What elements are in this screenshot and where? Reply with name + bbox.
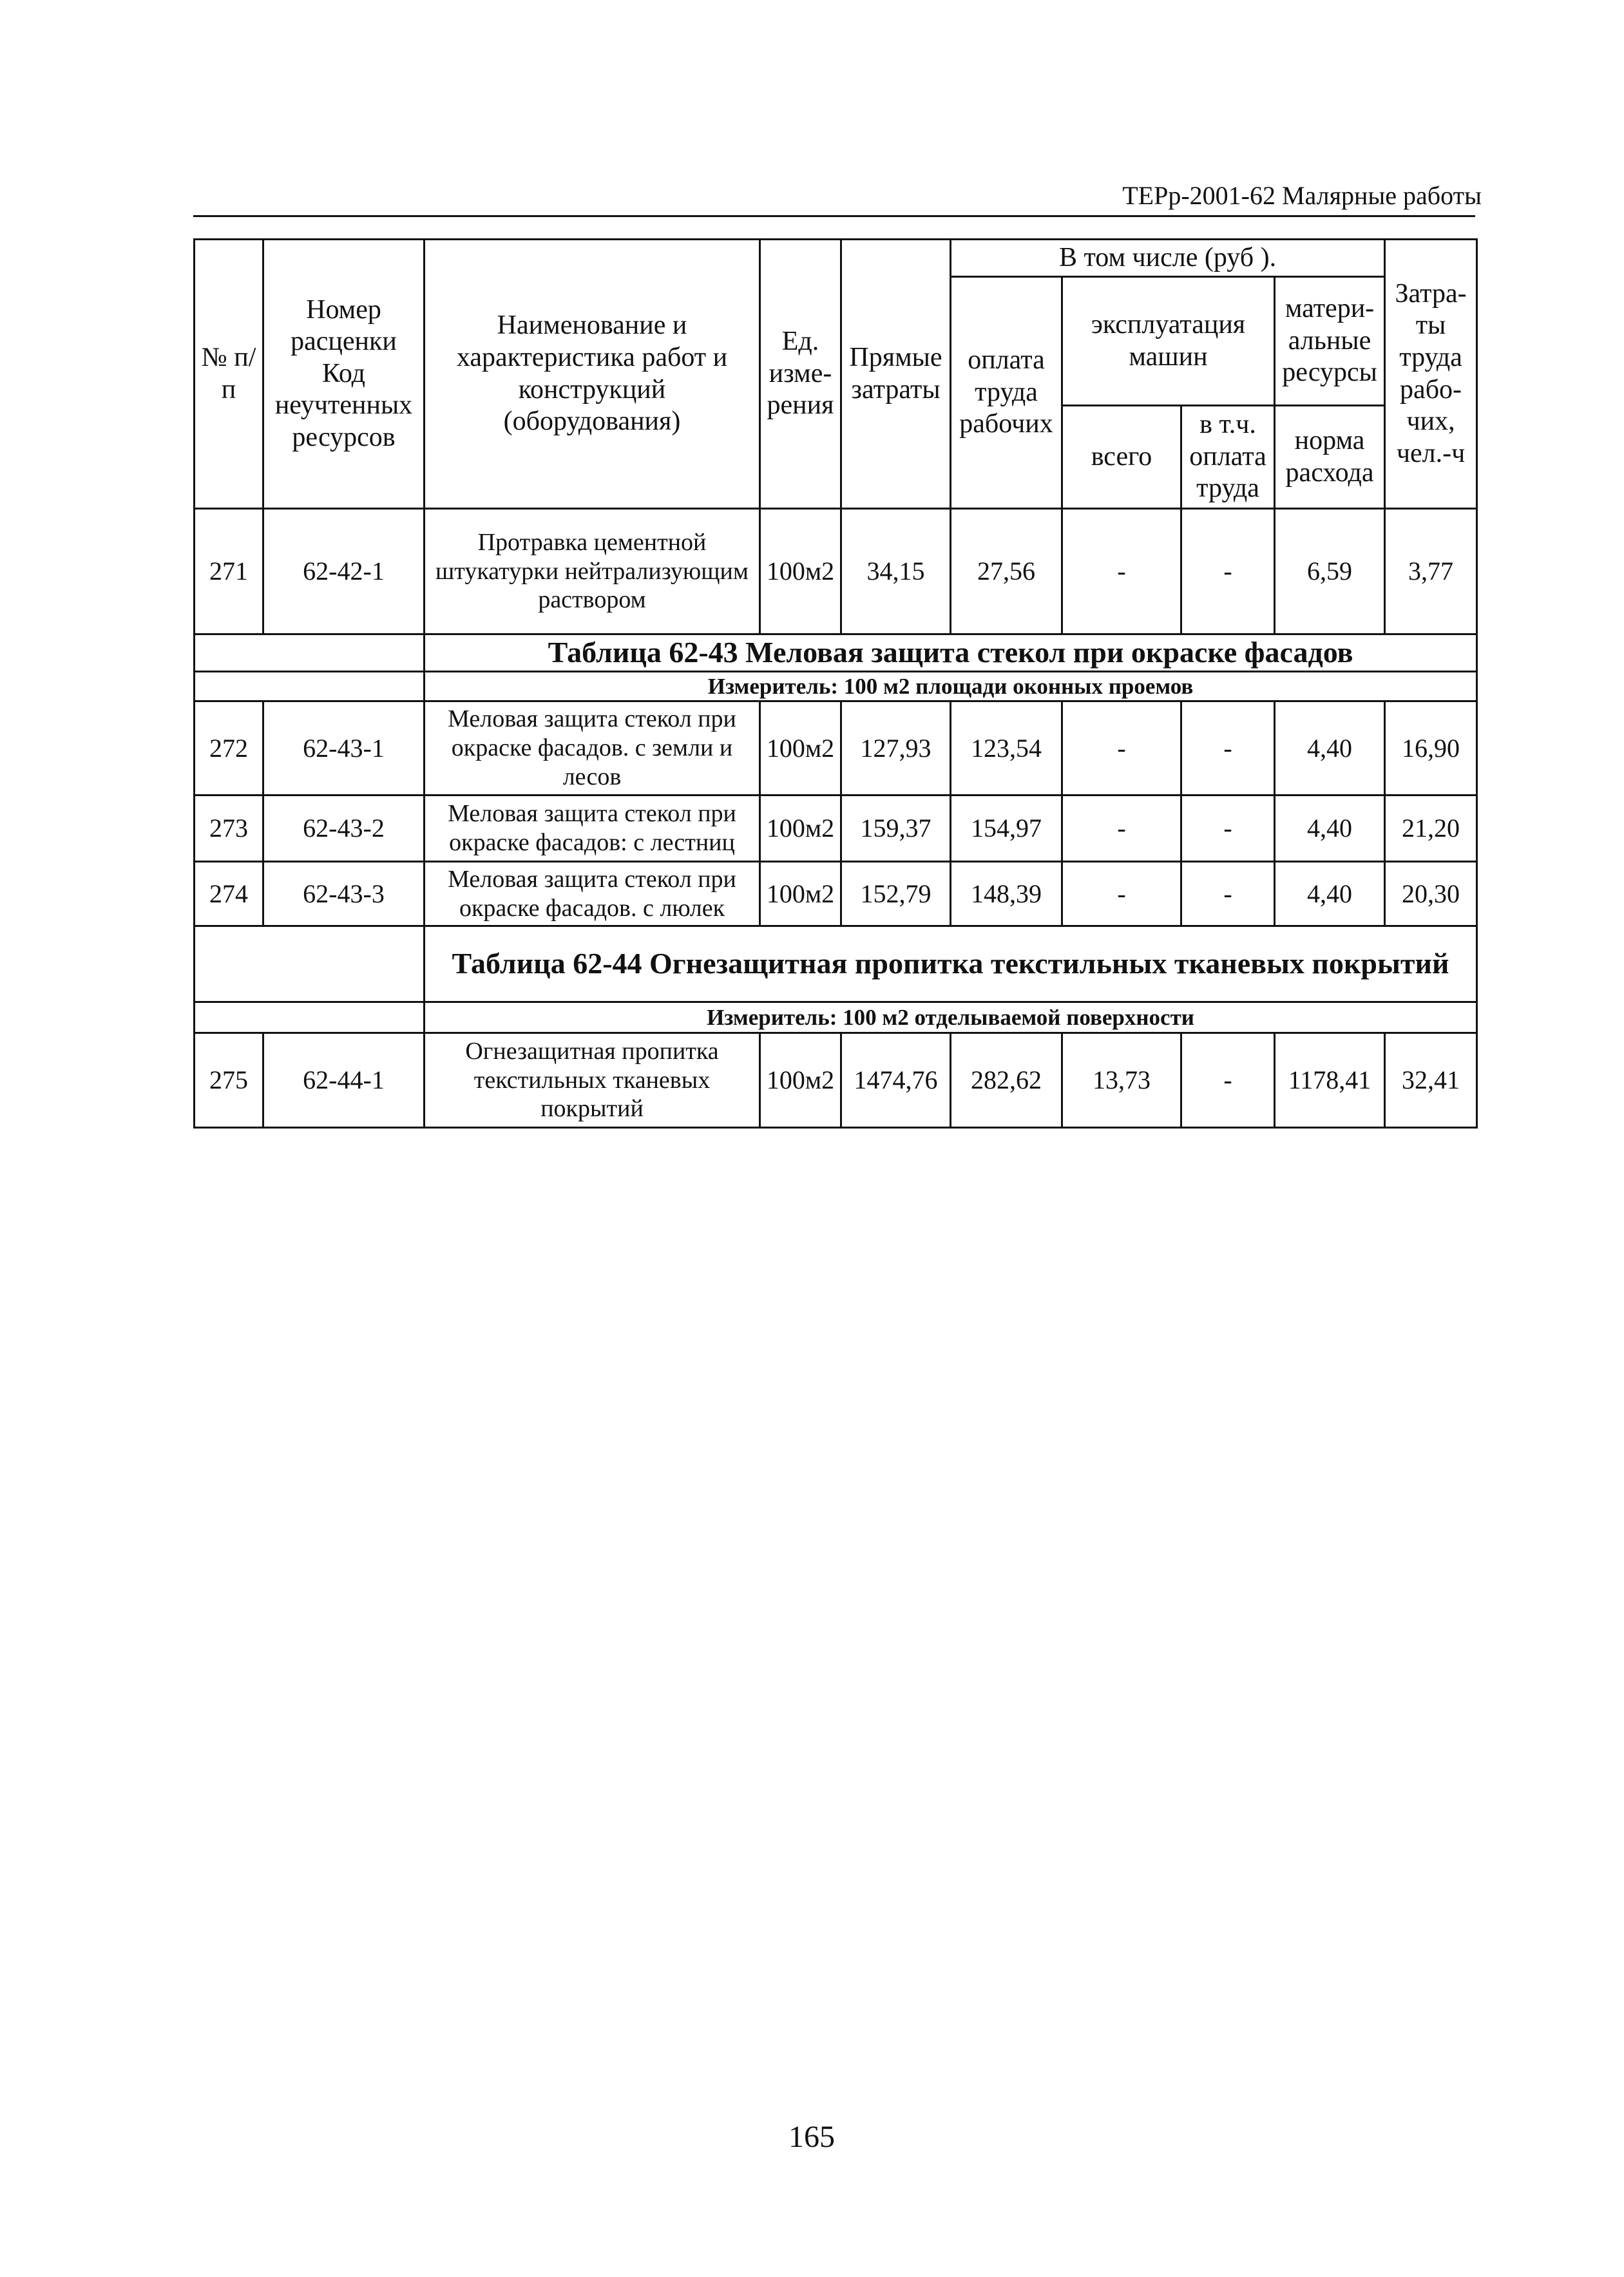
section-blank-cell: [195, 672, 425, 701]
row-materials: 4,40: [1275, 862, 1385, 926]
row-materials: 6,59: [1275, 509, 1385, 634]
table-row: [195, 796, 1477, 862]
row-labor-cost: 3,77: [1385, 509, 1477, 634]
row-labor-cost: 20,30: [1385, 862, 1477, 926]
section-blank-cell: [195, 634, 425, 672]
section-title: Таблица 62-44 Огнезащитная пропитка текстильных тканевых покрытий: [425, 926, 1477, 1002]
row-direct: 34,15: [841, 509, 951, 634]
row-num: 274: [195, 862, 263, 926]
row-mach-total: 13,73: [1062, 1033, 1181, 1128]
row-labor: 148,39: [951, 862, 1062, 926]
row-num: 275: [195, 1033, 263, 1128]
row-labor-cost: 16,90: [1385, 701, 1477, 796]
col-header-labor-pay: оплата труда рабочих: [951, 277, 1062, 509]
table-row: [195, 862, 1477, 926]
col-header-machines: эксплуатация машин: [1062, 277, 1275, 406]
col-header-materials: матери-альные ресурсы: [1275, 277, 1385, 406]
col-header-machines-total: всего: [1062, 406, 1181, 509]
col-header-num: № п/п: [195, 240, 263, 509]
row-code: 62-43-2: [263, 796, 425, 862]
section-blank-cell: [195, 926, 425, 1002]
row-code: 62-44-1: [263, 1033, 425, 1128]
col-header-code: Номер расценки Код неучтенных ресурсов: [263, 240, 425, 509]
section-meter: Измеритель: 100 м2 площади оконных проемов: [425, 672, 1477, 701]
section-title: Таблица 62-43 Меловая защита стекол при окраске фасадов: [425, 634, 1477, 672]
row-materials: 4,40: [1275, 796, 1385, 862]
row-direct: 1474,76: [841, 1033, 951, 1128]
row-labor: 282,62: [951, 1033, 1062, 1128]
row-labor: 27,56: [951, 509, 1062, 634]
col-header-incl: В том числе (руб ).: [951, 240, 1385, 277]
row-materials: 1178,41: [1275, 1033, 1385, 1128]
row-num: 273: [195, 796, 263, 862]
row-name: Меловая защита стекол при окраске фасадов. с люлек: [425, 862, 760, 926]
row-name: Огнезащитная пропитка текстильных тканевых покрытий: [425, 1033, 760, 1128]
row-unit: 100м2: [760, 509, 841, 634]
running-header: ТЕРр-2001-62 Малярные работы: [1122, 181, 1482, 210]
row-name: Меловая защита стекол при окраске фасадов: с лестниц: [425, 796, 760, 862]
row-mach-labor: -: [1181, 1033, 1275, 1128]
table-row: [195, 701, 1477, 796]
row-code: 62-43-3: [263, 862, 425, 926]
row-num: 272: [195, 701, 263, 796]
header-rule: [193, 215, 1475, 217]
row-labor-cost: 21,20: [1385, 796, 1477, 862]
row-num: 271: [195, 509, 263, 634]
row-materials: 4,40: [1275, 701, 1385, 796]
col-header-labor-cost: Затра-ты труда рабо-чих, чел.-ч: [1385, 240, 1477, 509]
row-unit: 100м2: [760, 1033, 841, 1128]
page-number: 165: [788, 2120, 835, 2154]
section-meter: Измеритель: 100 м2 отделываемой поверхности: [425, 1002, 1477, 1033]
row-direct: 127,93: [841, 701, 951, 796]
rates-table: [193, 238, 1478, 1129]
table-row: [195, 1033, 1477, 1128]
section-blank-cell: [195, 1002, 425, 1033]
col-header-machines-labor: в т.ч. оплата труда: [1181, 406, 1275, 509]
row-mach-labor: -: [1181, 509, 1275, 634]
col-header-name: Наименование и характеристика работ и конструкций (оборудования): [425, 240, 760, 509]
row-labor: 154,97: [951, 796, 1062, 862]
row-mach-total: -: [1062, 509, 1181, 634]
row-unit: 100м2: [760, 796, 841, 862]
row-labor: 123,54: [951, 701, 1062, 796]
col-header-unit: Ед. изме-рения: [760, 240, 841, 509]
row-mach-total: -: [1062, 796, 1181, 862]
row-mach-total: -: [1062, 701, 1181, 796]
col-header-norm: норма расхода: [1275, 406, 1385, 509]
row-direct: 152,79: [841, 862, 951, 926]
table-row: [195, 509, 1477, 634]
row-unit: 100м2: [760, 701, 841, 796]
row-name: Меловая защита стекол при окраске фасадов. с земли и лесов: [425, 701, 760, 796]
row-code: 62-43-1: [263, 701, 425, 796]
row-direct: 159,37: [841, 796, 951, 862]
row-unit: 100м2: [760, 862, 841, 926]
row-mach-labor: -: [1181, 701, 1275, 796]
row-mach-labor: -: [1181, 862, 1275, 926]
row-name: Протравка цементной штукатурки нейтрализующим раствором: [425, 509, 760, 634]
row-mach-labor: -: [1181, 796, 1275, 862]
row-mach-total: -: [1062, 862, 1181, 926]
col-header-direct: Прямые затраты: [841, 240, 951, 509]
row-labor-cost: 32,41: [1385, 1033, 1477, 1128]
row-code: 62-42-1: [263, 509, 425, 634]
